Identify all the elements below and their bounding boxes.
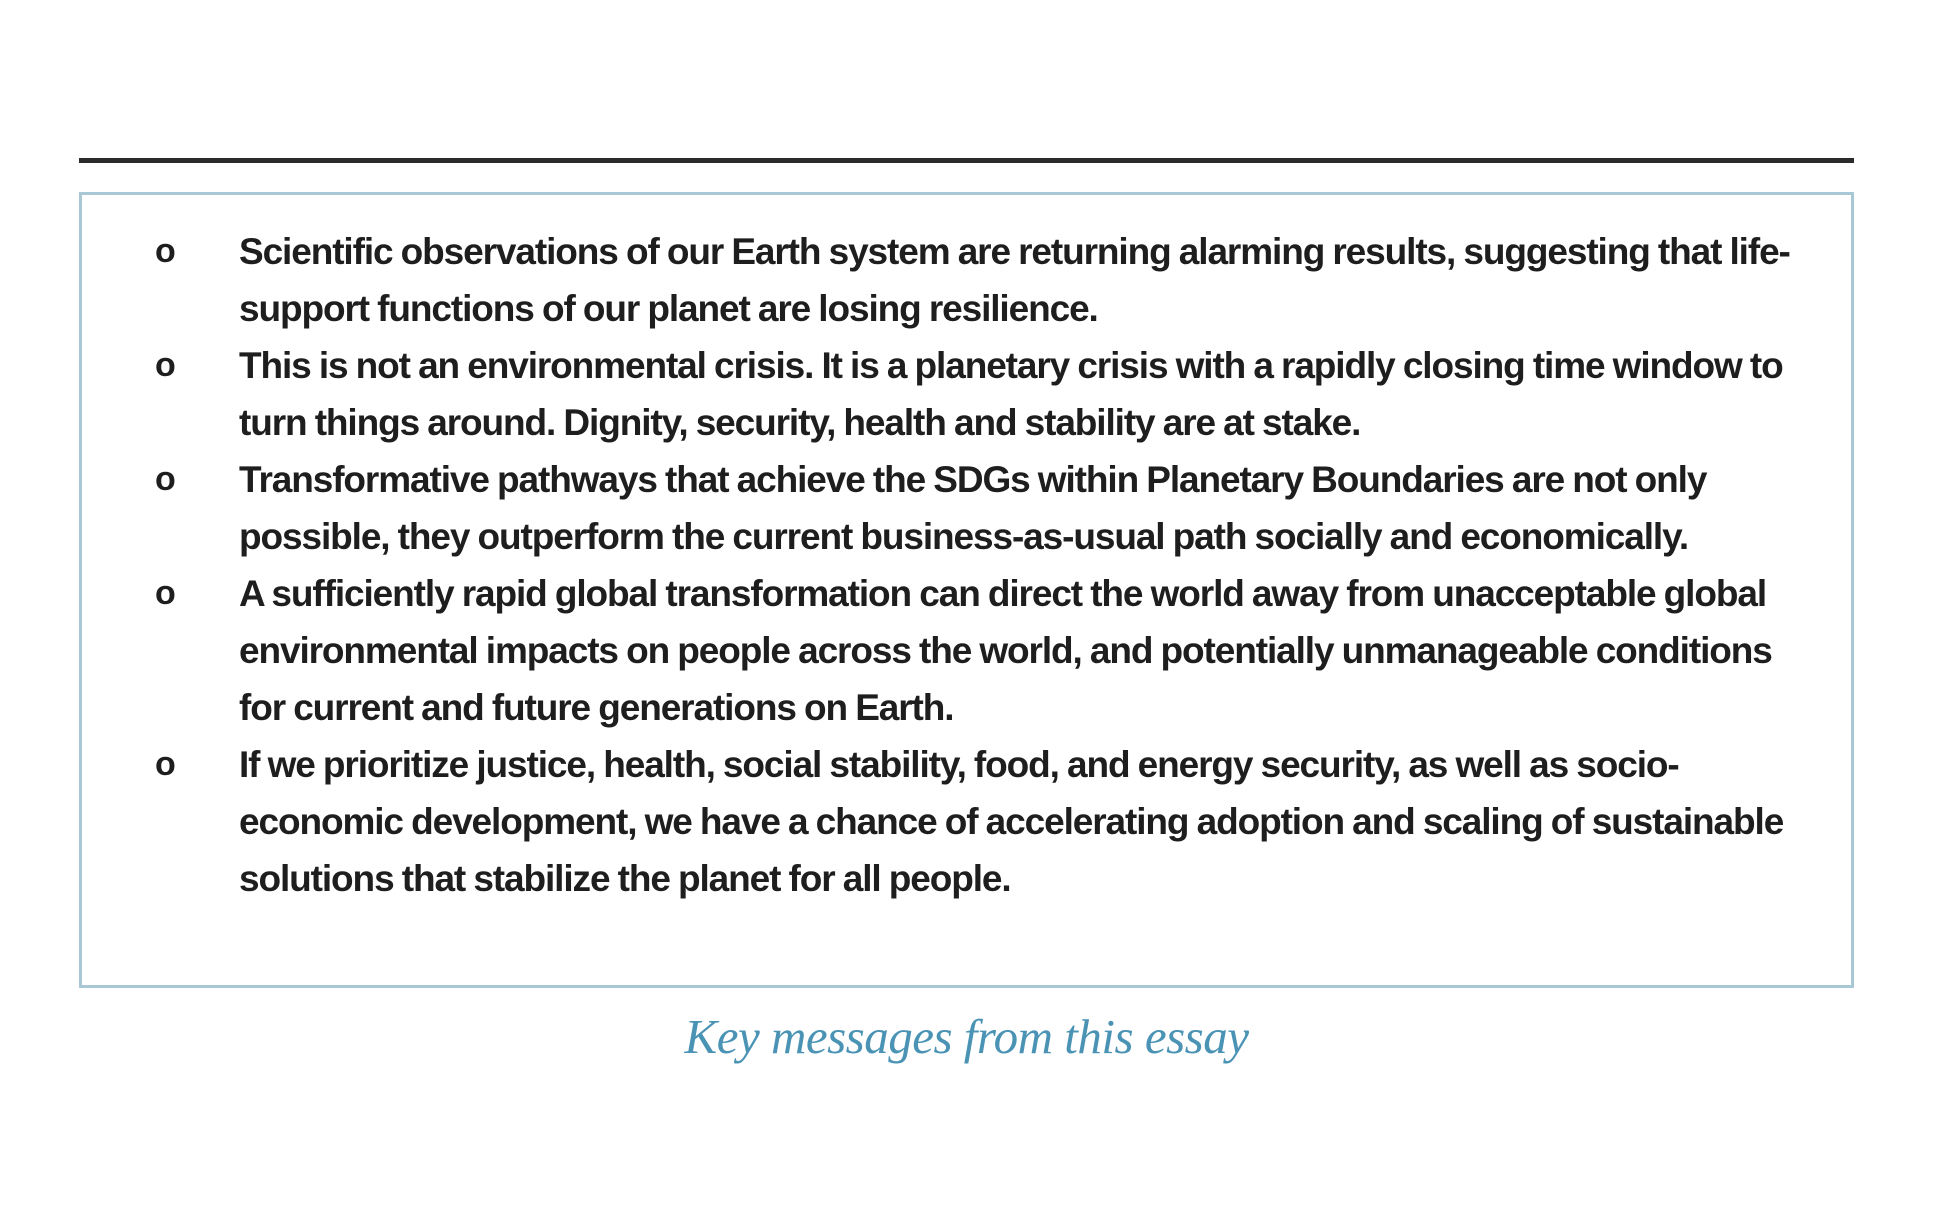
bullet-icon: o — [155, 460, 175, 498]
list-item — [82, 451, 1851, 565]
key-message-text: If we prioritize justice, health, social stability, food, and energy security, as well as socio-economic development, we have a chance of accelerating adoption and scaling of sustainable solutions that stabilize the planet for all people. — [239, 744, 1784, 899]
bullet-icon: o — [155, 346, 175, 384]
figure-caption: Key messages from this essay — [684, 1009, 1249, 1064]
list-item — [82, 736, 1851, 907]
key-messages-list — [82, 223, 1851, 907]
list-item — [82, 223, 1851, 337]
key-message-text: Transformative pathways that achieve the SDGs within Planetary Boundaries are not only possible, they outperform the current business-as-usual path socially and economically. — [239, 459, 1707, 557]
bullet-icon: o — [155, 232, 175, 270]
bullet-icon: o — [155, 574, 175, 612]
list-item — [82, 565, 1851, 736]
key-message-text: Scientific observations of our Earth system are returning alarming results, suggesting that life-support functions of our planet are losing resilience. — [239, 231, 1790, 329]
key-message-text: A sufficiently rapid global transformation can direct the world away from unacceptable global environmental impacts on people across the world, and potentially unmanageable conditions for current and future generations on Earth. — [239, 573, 1772, 728]
list-item — [82, 337, 1851, 451]
bullet-icon: o — [155, 745, 175, 783]
key-messages-box — [79, 192, 1854, 988]
top-divider-rule — [79, 158, 1854, 163]
key-message-text: This is not an environmental crisis. It is a planetary crisis with a rapidly closing time window to turn things around. Dignity, security, health and stability are at stake. — [239, 345, 1783, 443]
